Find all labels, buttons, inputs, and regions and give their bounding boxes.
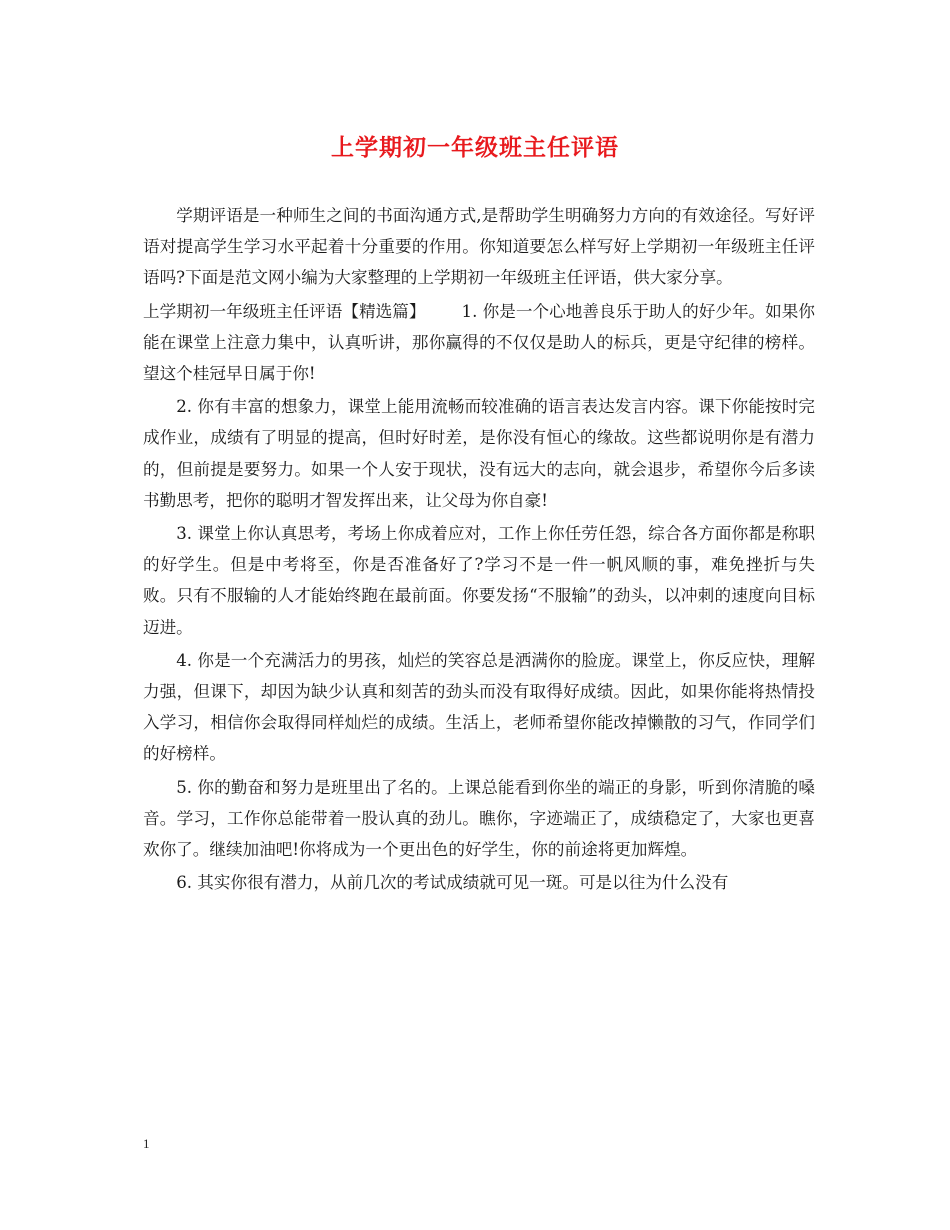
comment-paragraph-4: 4. 你是一个充满活力的男孩，灿烂的笑容总是洒满你的脸庞。课堂上，你反应快，理解力强，但课下，却因为缺少认真和刻苦的劲头而没有取得好成绩。因此，如果你能将热情投入学习，相信你会取得同样灿烂的成绩。生活上，老师希望你能改掉懒散的习气，作同学们的好榜样。	[143, 650, 815, 764]
section-paragraph-1	[143, 296, 815, 390]
section-heading: 上学期初一年级班主任评语【精选篇】	[143, 301, 426, 321]
comment-paragraph-6: 6. 其实你很有潜力，从前几次的考试成绩就可见一斑。可是以往为什么没有	[176, 873, 729, 893]
comment-paragraph-5: 5. 你的勤奋和努力是班里出了名的。上课总能看到你坐的端正的身影，听到你清脆的嗓音。学习，工作你总能带着一股认真的劲儿。瞧你，字迹端正了，成绩稳定了，大家也更喜欢你了。继续加油吧!你将成为一个更出色的好学生，你的前途将更加辉煌。	[143, 777, 815, 860]
comment-paragraph-2: 2. 你有丰富的想象力，课堂上能用流畅而较准确的语言表达发言内容。课下你能按时完成作业，成绩有了明显的提高，但时好时差，是你没有恒心的缘故。这些都说明你是有潜力的，但前提是要努力。如果一个人安于现状，没有远大的志向，就会退步，希望你今后多读书勤思考，把你的聪明才智发挥出来，让父母为你自豪!	[143, 397, 815, 510]
document-body	[143, 200, 815, 900]
comment-paragraph-1: 1. 你是一个心地善良乐于助人的好少年。如果你能在课堂上注意力集中，认真听讲，那你赢得的不仅仅是助人的标兵，更是守纪律的榜样。望这个桂冠早日属于你!	[143, 301, 816, 384]
page-number: 1	[143, 1136, 150, 1151]
comment-paragraph-3: 3. 课堂上你认真思考，考场上你成着应对，工作上你任劳任怨，综合各方面你都是称职的好学生。但是中考将至，你是否准备好了?学习不是一件一帆风顺的事，难免挫折与失败。只有不服输的人才能始终跑在最前面。你要发扬“不服输”的劲头，以冲刺的速度向目标迈进。	[143, 524, 815, 637]
document-title: 上学期初一年级班主任评语	[331, 134, 619, 161]
intro-paragraph: 学期评语是一种师生之间的书面沟通方式,是帮助学生明确努力方向的有效途径。写好评语对提高学生学习水平起着十分重要的作用。你知道要怎么样写好上学期初一年级班主任评语吗?下面是范文网小编为大家整理的上学期初一年级班主任评语，供大家分享。	[143, 206, 815, 288]
